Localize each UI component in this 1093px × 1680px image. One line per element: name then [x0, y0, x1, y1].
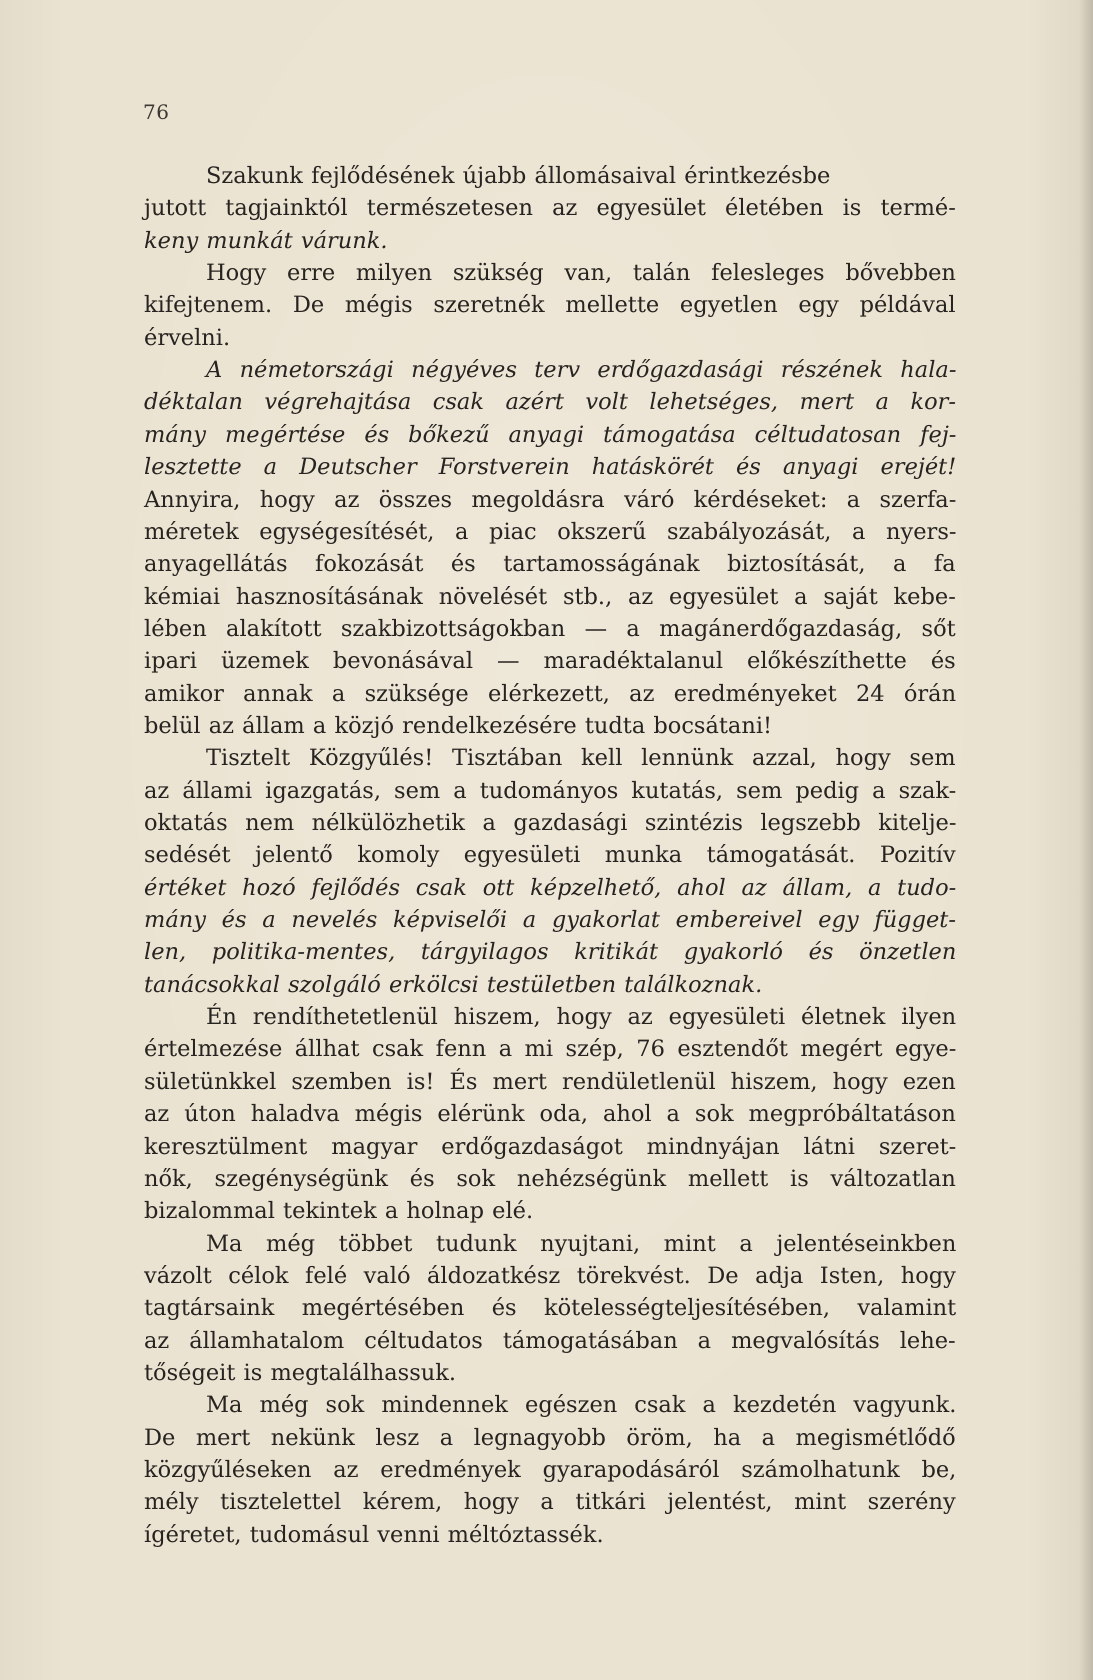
text-line: lesztette a Deutscher Forstverein hatáskörét és anyagi erejét! [144, 454, 957, 481]
text-line: vázolt célok felé való áldozatkész törekvést. De adja Isten, hogy [144, 1262, 956, 1289]
text-line: tőségeit is megtalálhassuk. [144, 1359, 457, 1386]
text-line: mány és a nevelés képviselői a gyakorlat embereivel egy függet- [144, 907, 956, 934]
text-line: ígéretet, tudomásul venni méltóztassék. [144, 1521, 604, 1548]
text-line: az úton haladva mégis elérünk oda, ahol a sok megpróbáltatáson [144, 1101, 956, 1128]
text-line: Annyira, hogy az összes megoldásra váró kérdéseket: a szerfa- [144, 486, 957, 513]
text-line: bizalommal tekintek a holnap elé. [144, 1198, 534, 1225]
text-line: értéket hozó fejlődés csak ott képzelhető, ahol az állam, a tudo- [144, 874, 957, 901]
text-line: Ma még sok mindennek egészen csak a kezdetén vagyunk. [206, 1392, 957, 1419]
text-line: A németországi négyéves terv erdőgazdasági részének hala- [206, 357, 957, 384]
text-line: Tisztelt Közgyűlés! Tisztában kell lennünk azzal, hogy sem [206, 745, 956, 772]
text-line: oktatás nem nélkülözhetik a gazdasági szintézis legszebb kitelje- [144, 810, 957, 836]
text-line: Hogy erre milyen szükség van, talán felesleges bővebben [206, 260, 956, 287]
text-line: közgyűléseken az eredmények gyarapodásáról számolhatunk be, [144, 1457, 957, 1483]
text-line: tagtársaink megértésében és kötelességteljesítésében, valamint [144, 1295, 957, 1322]
text-line: belül az állam a közjó rendelkezésére tudta bocsátani! [144, 712, 773, 739]
text-line: De mert nekünk lesz a legnagyobb öröm, ha a megismétlődő [144, 1424, 956, 1451]
text-line: tanácsokkal szolgáló erkölcsi testületben találkoznak. [144, 971, 763, 998]
text-line: keny munkát várunk. [144, 227, 388, 254]
text-line: lében alakított szakbizottságokban — a magánerdőgazdaság, sőt [144, 615, 956, 642]
text-line: jutott tagjainktól természetesen az egyesület életében is termé- [144, 195, 956, 222]
text-line: kifejtenem. De mégis szeretnék mellette egyetlen egy példával [144, 292, 956, 319]
text-line: nők, szegénységünk és sok nehézségünk mellett is változatlan [144, 1165, 956, 1192]
text-line: sedését jelentő komoly egyesületi munka támogatását. Pozitív [144, 842, 956, 869]
text-line: Szakunk fejlődésének újabb állomásaival érintkezésbe [206, 163, 831, 189]
text-line: ipari üzemek bevonásával — maradéktalanul előkészíthette és [144, 648, 956, 675]
text-line: sületünkkel szemben is! És mert rendületlenül hiszem, hogy ezen [144, 1068, 956, 1095]
text-line: Én rendíthetetlenül hiszem, hogy az egyesületi életnek ilyen [206, 1004, 957, 1031]
text-line: értelmezése állhat csak fenn a mi szép, 76 esztendőt megért egye- [144, 1036, 957, 1063]
text-line: az állami igazgatás, sem a tudományos kutatás, sem pedig a szak- [144, 777, 957, 804]
page-edge-shadow [1079, 0, 1093, 1680]
text-line: anyagellátás fokozását és tartamosságának biztosítását, a fa [144, 551, 956, 578]
text-line: az államhatalom céltudatos támogatásában a megvalósítás lehe- [144, 1327, 956, 1354]
page-number: 76 [143, 100, 170, 124]
text-line: keresztülment magyar erdőgazdaságot mindnyájan látni szeret- [144, 1133, 957, 1160]
text-line: kémiai hasznosításának növelését stb., az egyesület a saját kebe- [144, 583, 956, 610]
text-line: méretek egységesítését, a piac okszerű szabályozását, a nyers- [144, 518, 957, 545]
text-line: Ma még többet tudunk nyujtani, mint a jelentéseinkben [206, 1230, 957, 1257]
text-line: mély tisztelettel kérem, hogy a titkári jelentést, mint szerény [144, 1489, 956, 1516]
text-line: amikor annak a szüksége elérkezett, az eredményeket 24 órán [144, 680, 957, 707]
text-line: déktalan végrehajtása csak azért volt lehetséges, mert a kor- [144, 389, 957, 416]
text-line: len, politika-mentes, tárgyilagos kritikát gyakorló és önzetlen [144, 939, 957, 966]
text-line: mány megértése és bőkezű anyagi támogatása céltudatosan fej- [144, 421, 957, 448]
text-line: érvelni. [144, 324, 231, 351]
